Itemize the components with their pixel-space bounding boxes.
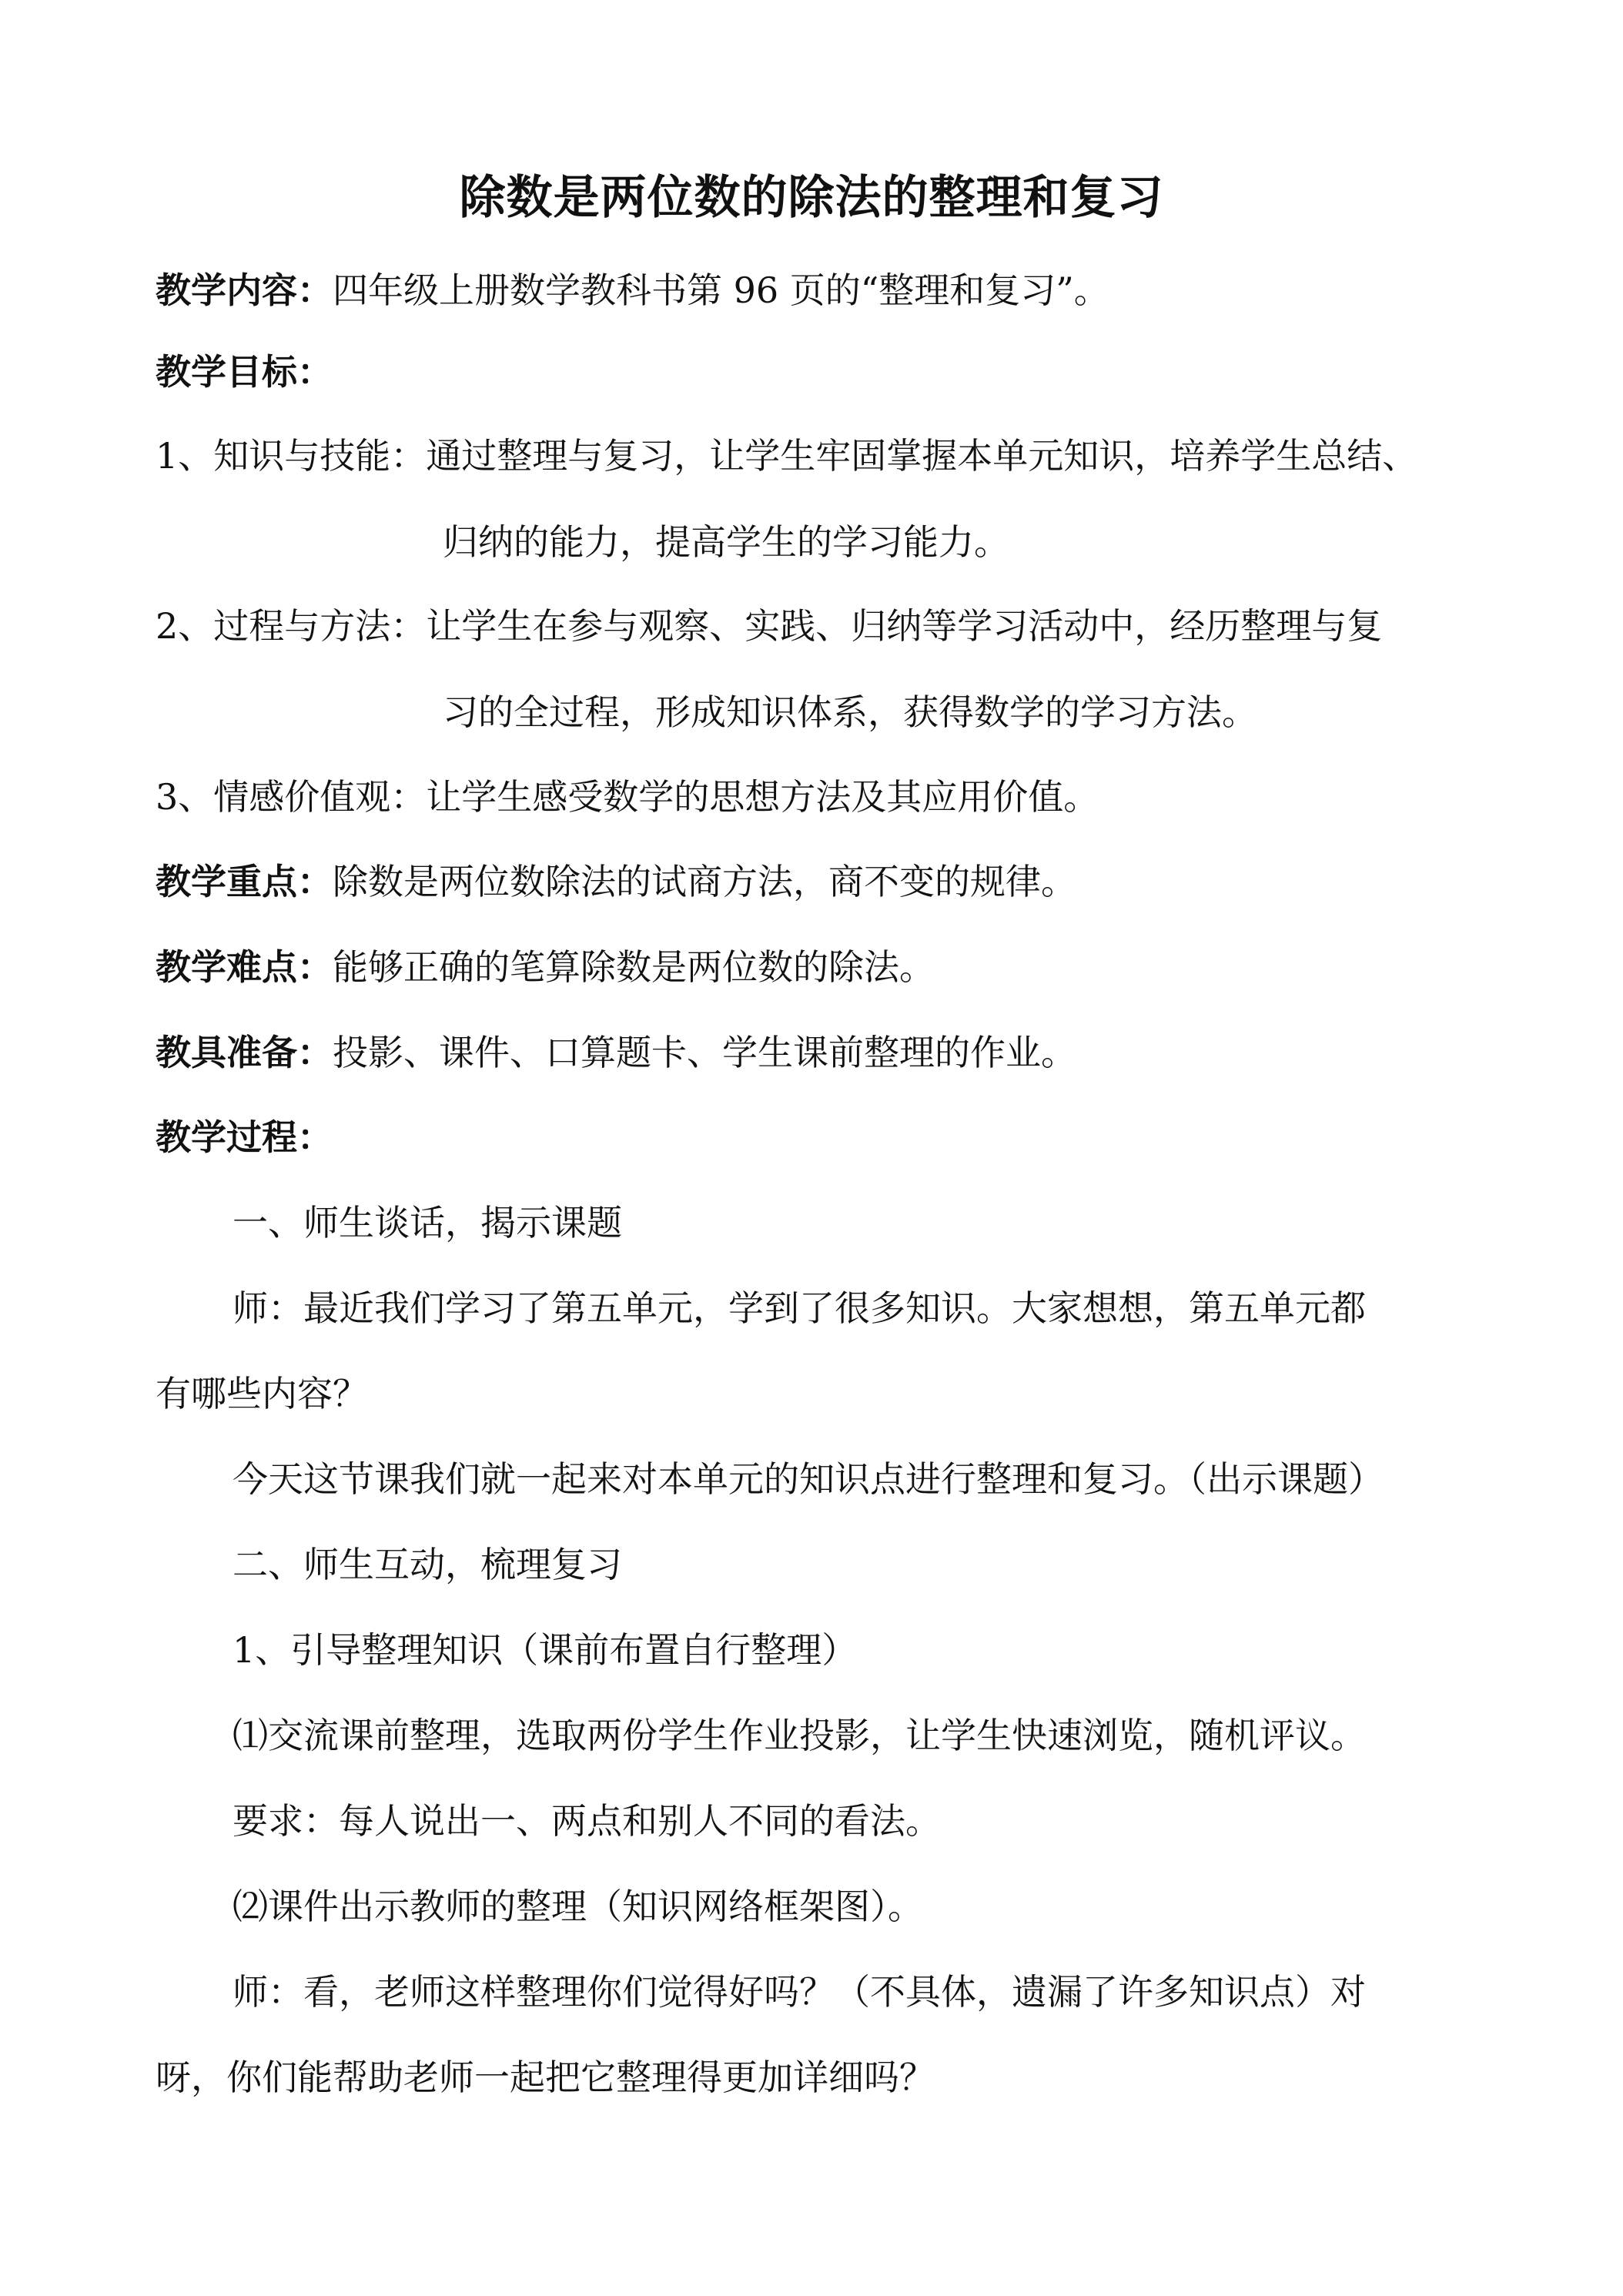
key-points-text: 除数是两位数除法的试商方法，商不变的规律。	[333, 861, 1076, 902]
process-substep-2: ⑵课件出示教师的整理（知识网络框架图）。	[233, 1886, 923, 1927]
goal-2-line-1: 2、过程与方法：让学生在参与观察、实践、归纳等学习活动中，经历整理与复	[156, 605, 1383, 647]
process-requirement: 要求：每人说出一、两点和别人不同的看法。	[233, 1800, 941, 1842]
teaching-tools-label: 教具准备：	[156, 1032, 333, 1073]
process-paragraph-1-line-2: 有哪些内容？	[156, 1373, 368, 1414]
teaching-content-label: 教学内容：	[156, 269, 333, 311]
key-points	[156, 855, 1481, 909]
teaching-goals-label: 教学目标：	[156, 351, 333, 393]
difficulties-label: 教学难点：	[156, 946, 333, 988]
goal-2-line-2: 习的全过程，形成知识体系，获得数学的学习方法。	[443, 691, 1257, 733]
teaching-tools	[156, 1026, 1481, 1079]
difficulties	[156, 940, 1481, 994]
goal-1-line-2: 归纳的能力，提高学生的学习能力。	[443, 521, 1009, 563]
process-heading-1: 一、师生谈话，揭示课题	[233, 1202, 622, 1243]
process-paragraph-3-line-2: 呀，你们能帮助老师一起把它整理得更加详细吗？	[156, 2057, 935, 2098]
process-paragraph-2: 今天这节课我们就一起来对本单元的知识点进行整理和复习。（出示课题）	[233, 1458, 1384, 1500]
goal-1-line-1: 1、知识与技能：通过整理与复习，让学生牢固掌握本单元知识，培养学生总结、	[156, 435, 1418, 477]
key-points-label: 教学重点：	[156, 861, 333, 902]
process-substep-1: ⑴交流课前整理，选取两份学生作业投影，让学生快速浏览，随机评议。	[233, 1715, 1366, 1756]
difficulties-text: 能够正确的笔算除数是两位数的除法。	[333, 946, 935, 988]
teaching-process-label: 教学过程：	[156, 1116, 333, 1158]
teaching-content-text: 四年级上册数学教科书第 96 页的“整理和复习”。	[333, 269, 1109, 311]
process-paragraph-1-line-1: 师：最近我们学习了第五单元，学到了很多知识。大家想想，第五单元都	[233, 1287, 1366, 1329]
process-heading-2: 二、师生互动，梳理复习	[233, 1544, 622, 1585]
goal-3-line-1: 3、情感价值观：让学生感受数学的思想方法及其应用价值。	[156, 776, 1099, 818]
teaching-tools-text: 投影、课件、口算题卡、学生课前整理的作业。	[333, 1032, 1076, 1073]
process-paragraph-3-line-1: 师：看，老师这样整理你们觉得好吗？（不具体，遗漏了许多知识点）对	[233, 1971, 1366, 2013]
process-step-1: 1、引导整理知识（课前布置自行整理）	[233, 1629, 858, 1671]
teaching-content	[156, 263, 1481, 317]
document-title: 除数是两位数的除法的整理和复习	[459, 171, 1164, 225]
